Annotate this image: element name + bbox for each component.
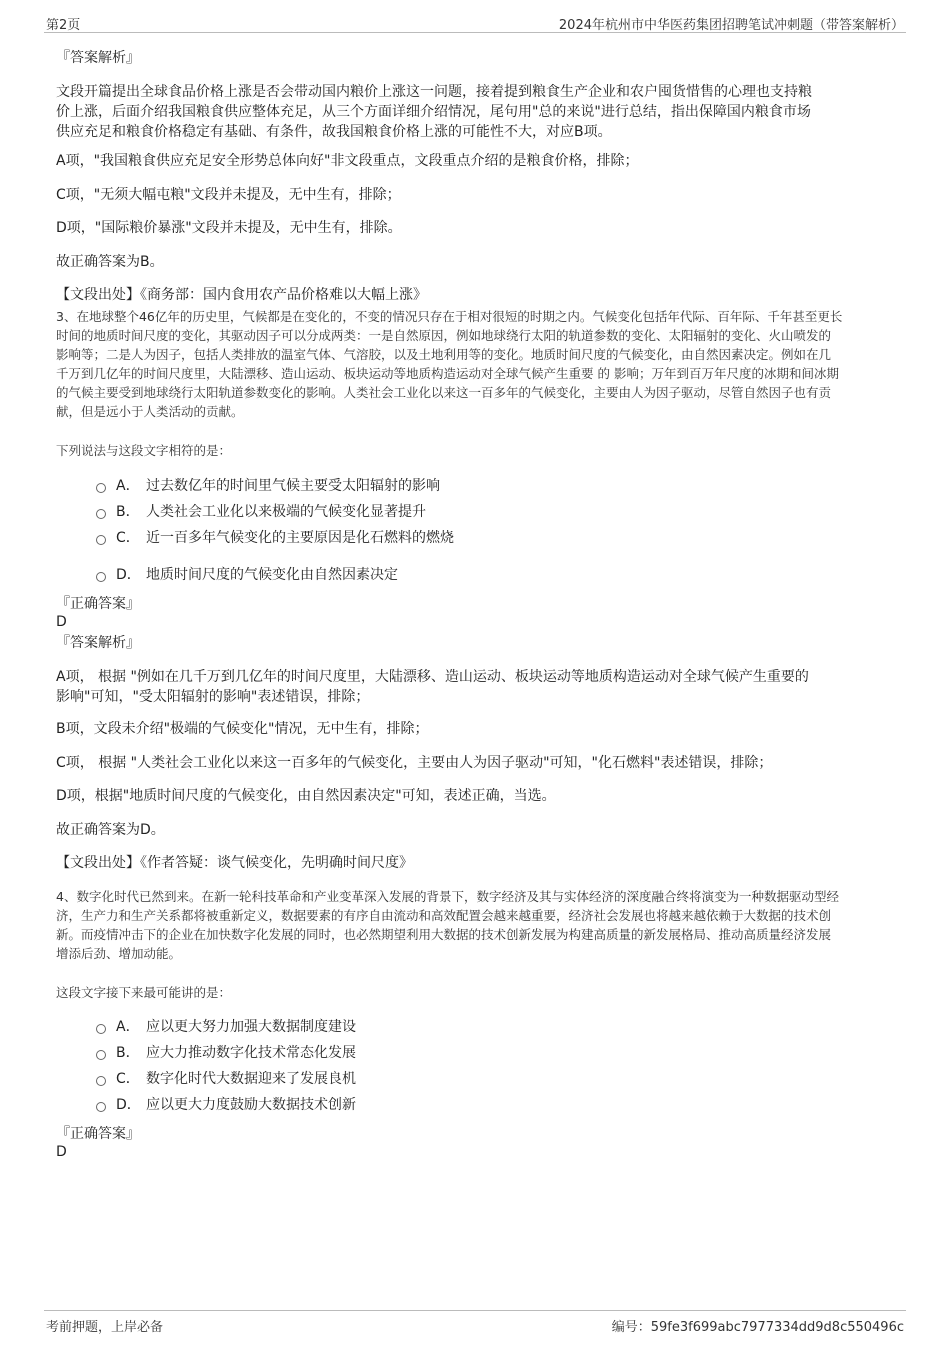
page-footer — [44, 1310, 906, 1337]
radio-icon[interactable] — [96, 509, 106, 519]
q2-conclusion: 故正确答案为B。 — [56, 254, 164, 270]
radio-icon[interactable] — [96, 535, 106, 545]
q4-passage-line: 新。而疫情冲击下的企业在加快数字化发展的同时，也必然期望利用大数据的技术创新发展为构建高质量的新发展格局、推动高质量经济发展 — [56, 927, 832, 942]
q2-analysis-line: 供应充足和粮食价格稳定有基础、有条件，故我国粮食价格上涨的可能性不大，对应B项。 — [56, 124, 612, 140]
q4-option-b[interactable]: B． 应大力推动数字化技术常态化发展 — [96, 1043, 356, 1063]
q3-analysis-c: C项， 根据 "人类社会工业化以来这一百多年的气候变化，主要由人为因子驱动"可知，"化石燃料"表述错误，排除； — [56, 755, 773, 771]
q3-conclusion: 故正确答案为D。 — [56, 822, 165, 838]
q2-analysis-text — [56, 82, 894, 142]
q4-prompt: 这段文字接下来最可能讲的是： — [56, 985, 232, 1000]
q3-passage-line: 时间的地质时间尺度的变化，其驱动因子可以分成两类：一是自然原因，例如地球绕行太阳的轨道参数的变化、太阳辐射的变化、火山喷发的 — [56, 328, 832, 343]
document-id: 编号：59fe3f699abc7977334dd9d8c550496c — [611, 1320, 904, 1335]
q3-answer: D — [56, 614, 67, 630]
q3-analysis-d: D项，根据"地质时间尺度的气候变化，由自然因素决定"可知，表述正确，当选。 — [56, 788, 556, 804]
radio-icon[interactable] — [96, 483, 106, 493]
page-number: 第2页 — [46, 18, 81, 33]
radio-icon[interactable] — [96, 1050, 106, 1060]
radio-icon[interactable] — [96, 572, 106, 582]
page-header — [44, 10, 906, 33]
q3-passage-line: 3、在地球整个46亿年的历史里，气候都是在变化的，不变的情况只存在于相对很短的时期之内。气候变化包括年代际、百年际、千年甚至更长 — [56, 309, 843, 324]
document-title: 2024年杭州市中华医药集团招聘笔试冲刺题（带答案解析） — [558, 18, 904, 33]
q2-option-d-note: D项，"国际粮价暴涨"文段并未提及，无中生有，排除。 — [56, 220, 402, 236]
q3-passage — [56, 307, 910, 421]
q4-option-d[interactable]: D． 应以更大力度鼓励大数据技术创新 — [96, 1095, 356, 1115]
q3-passage-line: 千万到几亿年的时间尺度里，大陆漂移、造山运动、板块运动等地质构造运动对全球气候产生重要 的 影响；万年到百万年尺度的冰期和间冰期 — [56, 366, 839, 381]
q4-passage-line: 4、数字化时代已然到来。在新一轮科技革命和产业变革深入发展的背景下，数字经济及其与实体经济的深度融合终将演变为一种数据驱动型经 — [56, 889, 839, 904]
radio-icon[interactable] — [96, 1102, 106, 1112]
q4-answer: D — [56, 1144, 67, 1160]
q3-option-c[interactable]: C． 近一百多年气候变化的主要原因是化石燃料的燃烧 — [96, 528, 454, 548]
q4-passage — [56, 887, 910, 963]
q3-passage-line: 的气候主要受到地球绕行太阳轨道参数变化的影响。人类社会工业化以来这一百多年的气候变化，主要由人为因子驱动，尽管自然因子也有贡 — [56, 385, 832, 400]
q2-analysis-line: 文段开篇提出全球食品价格上涨是否会带动国内粮价上涨这一问题，接着提到粮食生产企业和农户囤货惜售的心理也支持粮 — [56, 84, 812, 100]
q3-analysis-title: 『答案解析』 — [56, 635, 140, 651]
footer-slogan: 考前押题，上岸必备 — [46, 1320, 164, 1335]
radio-icon[interactable] — [96, 1076, 106, 1086]
q3-option-b[interactable]: B． 人类社会工业化以来极端的气候变化显著提升 — [96, 502, 426, 522]
q4-option-a[interactable]: A． 应以更大努力加强大数据制度建设 — [96, 1017, 356, 1037]
q3-prompt: 下列说法与这段文字相符的是： — [56, 443, 232, 458]
q3-passage-line: 影响等；二是人为因子，包括人类排放的温室气体、气溶胶，以及土地利用等的变化。地质时间尺度的气候变化，由自然因素决定。例如在几 — [56, 347, 832, 362]
q3-analysis-b: B项，文段未介绍"极端的气候变化"情况，无中生有，排除； — [56, 721, 429, 737]
q4-passage-line: 济，生产力和生产关系都将被重新定义，数据要素的有序自由流动和高效配置会越来越重要，经济社会发展也将越来越依赖于大数据的技术创 — [56, 908, 832, 923]
q3-analysis-a: A项， 根据 "例如在几千万到几亿年的时间尺度里，大陆漂移、造山运动、板块运动等地质构造运动对全球气候产生重要的 影响"可知，"受太阳辐射的影响"表述错误，排除； — [56, 669, 809, 705]
radio-icon[interactable] — [96, 1024, 106, 1034]
q3-option-a[interactable]: A． 过去数亿年的时间里气候主要受太阳辐射的影响 — [96, 476, 440, 496]
q3-source: 【文段出处】《作者答疑：谈气候变化，先明确时间尺度》 — [56, 855, 413, 871]
q2-analysis-title: 『答案解析』 — [56, 50, 140, 66]
q3-passage-line: 献，但是远小于人类活动的贡献。 — [56, 404, 244, 419]
q2-source: 【文段出处】《商务部：国内食用农产品价格难以大幅上涨》 — [56, 287, 427, 303]
q3-option-d[interactable]: D． 地质时间尺度的气候变化由自然因素决定 — [96, 565, 398, 585]
q4-passage-line: 增添后劲、增加动能。 — [56, 946, 182, 961]
q4-answer-title: 『正确答案』 — [56, 1126, 140, 1142]
q2-option-a-note: A项，"我国粮食供应充足安全形势总体向好"非文段重点，文段重点介绍的是粮食价格，排除； — [56, 153, 639, 169]
q3-answer-title: 『正确答案』 — [56, 596, 140, 612]
q2-analysis-line: 价上涨，后面介绍我国粮食供应整体充足，从三个方面详细介绍情况，尾句用"总的来说"进行总结，指出保障国内粮食市场 — [56, 104, 811, 120]
q4-option-c[interactable]: C． 数字化时代大数据迎来了发展良机 — [96, 1069, 356, 1089]
q2-option-c-note: C项，"无须大幅屯粮"文段并未提及，无中生有，排除； — [56, 187, 401, 203]
